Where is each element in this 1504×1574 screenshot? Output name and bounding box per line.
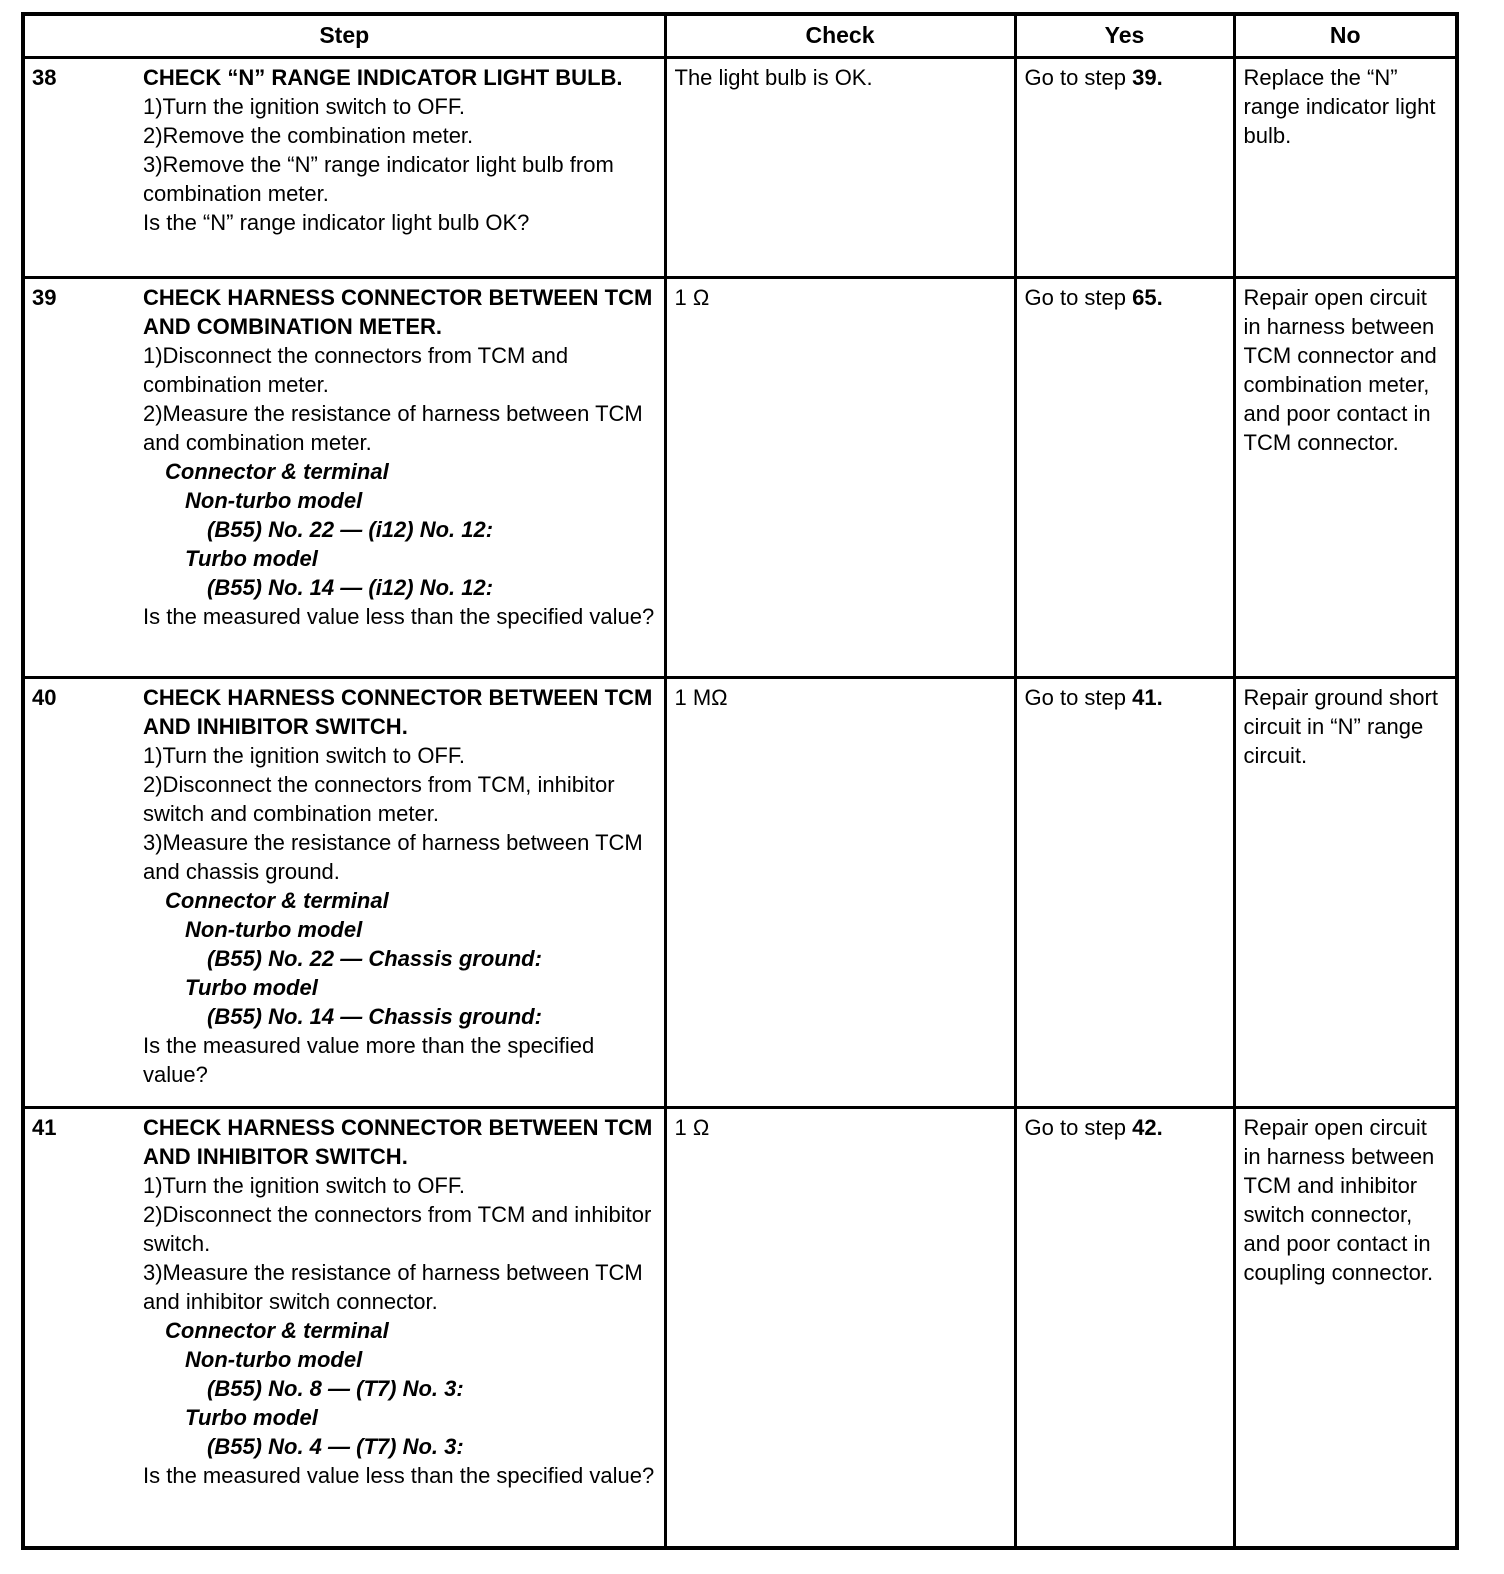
col-header-check: Check [665,14,1015,58]
check-cell: The light bulb is OK. [665,58,1015,278]
instruction-line: 2)Measure the resistance of harness between TCM and combination meter. [143,401,643,455]
instruction-line: 1)Turn the ignition switch to OFF. [143,94,465,119]
question-line: Is the measured value more than the specified value? [143,1033,595,1087]
instruction-line: 1)Turn the ignition switch to OFF. [143,743,465,768]
col-header-step: Step [23,14,665,58]
spec-line: Non-turbo model [185,488,363,513]
instruction-line: 1)Disconnect the connectors from TCM and combination meter. [143,343,569,397]
step-number: 40 [32,685,57,710]
no-cell: Repair ground short circuit in “N” range circuit. [1234,678,1457,1108]
row-39 [23,278,1457,678]
question-line: Is the measured value less than the specified value? [143,604,655,629]
spec-line: Non-turbo model [185,917,363,942]
yes-step-number: 65. [1132,285,1163,310]
step-title: CHECK HARNESS CONNECTOR BETWEEN TCM AND INHIBITOR SWITCH. [143,1115,653,1169]
row-38 [23,58,1457,278]
step-cell [23,278,665,678]
instruction-line: 2)Remove the combination meter. [143,123,474,148]
check-cell: 1 MΩ [665,678,1015,1108]
question-line: Is the measured value less than the specified value? [143,1463,655,1488]
spec-line: (B55) No. 14 — Chassis ground: [207,1004,542,1029]
yes-text: Go to step [1024,65,1133,90]
spec-line: Turbo model [185,546,318,571]
yes-cell [1015,278,1234,678]
no-cell: Repair open circuit in harness between TCM and inhibitor switch connector, and poor contact in coupling connector. [1234,1108,1457,1548]
instruction-line: 2)Disconnect the connectors from TCM and inhibitor switch. [143,1202,652,1256]
header-row [23,14,1457,58]
spec-line: Turbo model [185,975,318,1000]
spec-line: (B55) No. 4 — (T7) No. 3: [207,1434,464,1459]
spec-line: (B55) No. 14 — (i12) No. 12: [207,575,494,600]
instruction-line: 2)Disconnect the connectors from TCM, inhibitor switch and combination meter. [143,772,615,826]
yes-text: Go to step [1024,1115,1133,1140]
col-header-no: No [1234,14,1457,58]
spec-header: Connector & terminal [165,888,389,913]
no-cell: Replace the “N” range indicator light bulb. [1234,58,1457,278]
col-header-yes: Yes [1015,14,1234,58]
yes-text: Go to step [1024,685,1133,710]
step-cell [23,1108,665,1548]
spec-line: (B55) No. 8 — (T7) No. 3: [207,1376,464,1401]
yes-cell [1015,58,1234,278]
spec-line: Non-turbo model [185,1347,363,1372]
yes-step-number: 39. [1132,65,1163,90]
step-title: CHECK HARNESS CONNECTOR BETWEEN TCM AND INHIBITOR SWITCH. [143,685,653,739]
instruction-line: 3)Remove the “N” range indicator light bulb from combination meter. [143,152,614,206]
spec-line: (B55) No. 22 — (i12) No. 12: [207,517,494,542]
step-content [143,283,656,631]
instruction-line: 3)Measure the resistance of harness between TCM and inhibitor switch connector. [143,1260,643,1314]
spec-header: Connector & terminal [165,459,389,484]
row-40 [23,678,1457,1108]
instruction-line: 1)Turn the ignition switch to OFF. [143,1173,465,1198]
check-cell: 1 Ω [665,278,1015,678]
step-content [143,63,656,237]
step-title: CHECK HARNESS CONNECTOR BETWEEN TCM AND COMBINATION METER. [143,285,653,339]
spec-line: Turbo model [185,1405,318,1430]
yes-step-number: 42. [1132,1115,1163,1140]
diagnostic-table [21,12,1459,1550]
check-cell: 1 Ω [665,1108,1015,1548]
yes-cell [1015,1108,1234,1548]
yes-step-number: 41. [1132,685,1163,710]
step-content [143,683,656,1089]
spec-line: (B55) No. 22 — Chassis ground: [207,946,542,971]
no-cell: Repair open circuit in harness between TCM connector and combination meter, and poor contact in TCM connector. [1234,278,1457,678]
question-line: Is the “N” range indicator light bulb OK? [143,210,530,235]
row-41 [23,1108,1457,1548]
spec-header: Connector & terminal [165,1318,389,1343]
step-cell [23,58,665,278]
step-cell [23,678,665,1108]
step-number: 38 [32,65,57,90]
yes-cell [1015,678,1234,1108]
step-number: 39 [32,285,57,310]
step-number: 41 [32,1115,57,1140]
step-title: CHECK “N” RANGE INDICATOR LIGHT BULB. [143,65,623,90]
step-content [143,1113,656,1490]
instruction-line: 3)Measure the resistance of harness between TCM and chassis ground. [143,830,643,884]
yes-text: Go to step [1024,285,1133,310]
